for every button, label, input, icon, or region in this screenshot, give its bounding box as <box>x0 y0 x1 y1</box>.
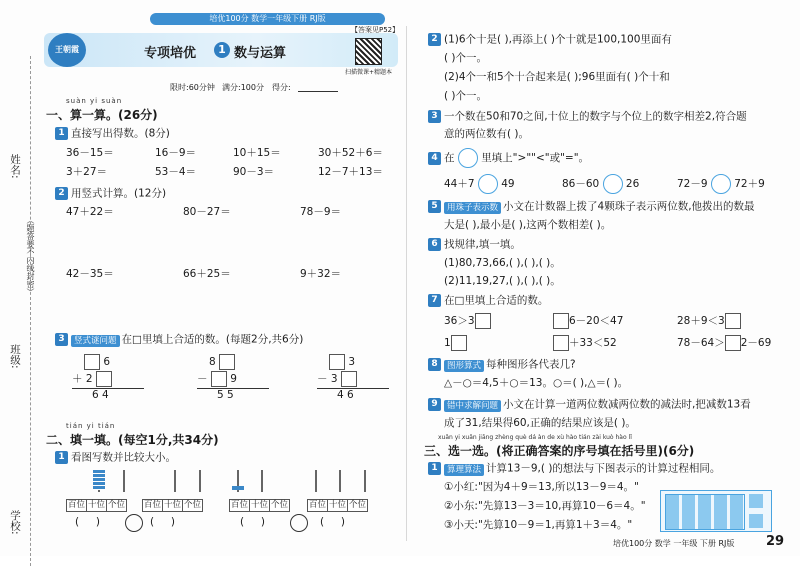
calc-item: 53－4＝ <box>155 166 197 178</box>
s2-title: 二、填一填。(每空1分,共34分) <box>46 433 219 447</box>
calc-item: 12－7＋13＝ <box>318 166 383 178</box>
unit-title: 数与运算 <box>234 46 287 61</box>
abacus-3: 百位 十位 个位 <box>229 492 289 512</box>
r-q10-a: 计算13－9,( )的想法与下图表示的计算过程相同。 <box>486 462 721 475</box>
ten-frame <box>665 494 745 530</box>
name-label: 姓名: <box>9 154 21 179</box>
q3-number: 3 <box>55 333 68 346</box>
meta-score: 满分:100分 <box>222 83 264 92</box>
answer-box[interactable] <box>725 313 741 329</box>
meta-time: 限时:60分钟 <box>170 83 215 92</box>
s1-q2-title: 用竖式计算。(12分) <box>71 187 167 200</box>
r-q3-line2: 意的两位数有( )。 <box>444 128 530 140</box>
counters-figure <box>660 490 772 532</box>
class-label: 班级: <box>9 344 21 369</box>
r-q2-line1: (1)6个十是( ),再添上( )个十就是100,100里面有 <box>444 33 672 46</box>
qr-caption: 扫描微课+精题本 <box>345 69 393 76</box>
brand-logo: 王朝霞 <box>48 33 86 67</box>
r-q2-line2: ( )个一。 <box>444 52 488 64</box>
compare-circle[interactable] <box>290 514 308 532</box>
r-q3-line1: 一个数在50和70之间,十位上的数字与个位上的数字相差2,符合题 <box>444 110 747 123</box>
answer-box[interactable] <box>329 354 345 370</box>
compare-circle-icon <box>458 148 478 168</box>
r-q4-a: 在 <box>444 152 455 164</box>
answer-box[interactable] <box>96 371 112 387</box>
meta-score-got: 得分: <box>272 83 291 92</box>
r-q8-b: △－○＝4,5＋○＝13。○＝( ),△＝( )。 <box>444 377 629 389</box>
q6-number: 6 <box>428 238 441 251</box>
vertical-calc-item: 47＋22＝ <box>66 206 114 218</box>
compare-circle[interactable] <box>478 174 498 194</box>
r-q10-o1: ①小红:"因为4＋9＝13,所以13－9＝4。" <box>444 481 639 493</box>
r-q5-line2: 大是( ),最小是( ),这两个数相差( )。 <box>444 219 612 231</box>
answer-box[interactable] <box>553 335 569 351</box>
q9-number: 9 <box>428 398 441 411</box>
compare-circle[interactable] <box>603 174 623 194</box>
unit-number: 1 <box>214 42 230 58</box>
r-q2-line4: ( )个一。 <box>444 90 488 102</box>
abacus-1: 百位 十位 个位 <box>66 492 126 512</box>
q7-number: 7 <box>428 294 441 307</box>
page-header <box>44 33 398 67</box>
calc-item: 36－15＝ <box>66 147 114 159</box>
q3-number: 3 <box>428 110 441 123</box>
cut-line <box>30 56 31 566</box>
r-q10-o3: ③小天:"先算10－9＝1,再算1＋3＝4。" <box>444 519 633 531</box>
r-q10-o2: ②小东:"先算13－3＝10,再算10－6＝4。" <box>444 500 646 512</box>
r-q8-a: 每种图形各代表几? <box>486 358 576 371</box>
calc-item: 90－3＝ <box>233 166 275 178</box>
answer-paren[interactable]: ( ) <box>150 516 175 528</box>
binding-strip <box>0 26 36 546</box>
workbook-page: 培优100分 数学一年级下册 RJ版 姓名: （题答要不内线封密） 班级: 学校: 王朝霞 专项培优 1 数与运算 【答案见P52】 扫描微课+精题本 限时:60分钟 满分:100分 得分: suàn yi suàn 一、算一算。(26分) 1 直接写出得数。(8分) 36－15＝ 16－9＝ 10＋15＝ 30＋52＋6＝ 3＋27＝ 53－4＝ 90－3＝ 12－7＋13＝ 2 用竖式计算。(12分) 47＋22＝ 80－27＝ 78－9＝ 42－35＝ 66＋25＝ 9＋32＝ 3 竖式谜问题 在□里填上合适的数。(每题2分,共6分) 6 ＋ 2 6 4 8 － 9 5 5 3 － 3 4 6 tián yi tián 二、填一填。(每空1分,共34分) 1 看图写数并比较大小。 百位 十位 个位 百位 十位 个位 百位 十位 个位 百位 十位 个位 ( ) ( ) ( ) ( ) 2 (1)6个十是( ),再添上( )个十就是100,100里面有 ( )个一。 (2)4个一和5个十合起来是( );96里面有( )个十和 ( )个一。 3 一个数在50和70之间,十位上的数字与个位上的数字相差2,符合题 意的两位数有( )。 4 在 里填上">""<"或"="。 44＋7 49 86－60 26 72－9 72＋9 5 用珠子表示数 小文在计数器上拨了4颗珠子表示两位数,他拨出的数最 大是( ),最小是( ),这两个数相差( )。 6 找规律,填一填。 (1)80,73,66,( ),( ),( )。 (2)11,19,27,( ),( ),( )。 7 在□里填上合适的数。 36＞3 6－20＜47 28＋9＜3 1 ＋33＜52 78－64＞ 2－69 8 图形算式 每种图形各代表几? △－○＝4,5＋○＝13。○＝( ),△＝( )。 9 错中求解问题 小文在计算一道两位数减两位数的减法时,把减数13看 成了31,结果得60,正确的结果应该是( )。 xuǎn yi xuǎn jiāng zhèng què dá àn de xù hào tián zài kuò hào lǐ 三、选一选。(将正确答案的序号填在括号里)(6分) 1 算理算法 计算13－9,( )的想法与下图表示的计算过程相同。 ①小红:"因为4＋9＝13,所以13－9＝4。" ②小东:"先算13－3＝10,再算10－6＝4。" ③小天:"先算10－9＝1,再算1＋3＝4。" 培优100分 数学 一年级 下册 RJ版 29 <box>0 0 800 556</box>
s2-pinyin: tián yi tián <box>66 422 116 430</box>
vertical-calc-item: 80－27＝ <box>183 206 231 218</box>
compare-circle[interactable] <box>125 514 143 532</box>
q1-number: 1 <box>55 127 68 140</box>
extra-counters <box>749 494 763 528</box>
q5-tag: 用珠子表示数 <box>444 202 501 214</box>
page-number: 29 <box>766 534 785 549</box>
q2-number: 2 <box>55 187 68 200</box>
answer-ref: 【答案见P52】 <box>351 26 400 34</box>
answer-box[interactable] <box>553 313 569 329</box>
s1-pinyin: suàn yi suàn <box>66 97 123 105</box>
vertical-puzzle-2: 8 － 9 5 5 <box>197 354 257 402</box>
r-q6-title: 找规律,填一填。 <box>444 238 521 251</box>
vertical-calc-item: 9＋32＝ <box>300 268 342 280</box>
s1-q3-text: 在□里填上合适的数。(每题2分,共6分) <box>121 333 304 346</box>
answer-paren[interactable]: ( ) <box>240 516 265 528</box>
s2-q1-number: 1 <box>55 451 68 464</box>
q10-tag: 算理算法 <box>444 464 484 476</box>
q9-tag: 错中求解问题 <box>444 400 501 412</box>
s3-pinyin: xuǎn yi xuǎn jiāng zhèng què dá àn de xù hào tián zài kuò hào lǐ <box>438 434 632 441</box>
score-blank <box>298 91 338 92</box>
q8-tag: 图形算式 <box>444 360 484 372</box>
calc-item: 3＋27＝ <box>66 166 108 178</box>
answer-box[interactable] <box>219 354 235 370</box>
compare-circle[interactable] <box>711 174 731 194</box>
vertical-calc-item: 78－9＝ <box>300 206 342 218</box>
vertical-puzzle-3: 3 － 3 4 6 <box>317 354 377 402</box>
header-title: 专项培优 <box>144 46 197 61</box>
answer-box[interactable] <box>725 335 741 351</box>
answer-paren[interactable]: ( ) <box>75 516 100 528</box>
r-q6-b: (2)11,19,27,( ),( ),( )。 <box>444 275 561 287</box>
abacus-2: 百位 十位 个位 <box>142 492 202 512</box>
school-label: 学校: <box>9 510 21 535</box>
q10-number: 1 <box>428 462 441 475</box>
s2-q1-title: 看图写数并比较大小。 <box>71 451 176 464</box>
r-q9-a: 小文在计算一道两位数减两位数的减法时,把减数13看 <box>503 398 751 411</box>
calc-item: 30＋52＋6＝ <box>318 147 383 159</box>
q8-number: 8 <box>428 358 441 371</box>
r-q5-line1: 小文在计数器上拨了4颗珠子表示两位数,他拨出的数最 <box>503 200 755 213</box>
seal-note: （题答要不内线封密） <box>26 216 35 296</box>
r-q7-title: 在□里填上合适的数。 <box>444 294 549 307</box>
r-q4-b: 里填上">""<"或"="。 <box>481 152 590 164</box>
qr-code-icon <box>355 38 382 65</box>
r-q6-a: (1)80,73,66,( ),( ),( )。 <box>444 257 561 269</box>
answer-box[interactable] <box>475 313 491 329</box>
footer-text: 培优100分 数学 一年级 下册 RJ版 <box>613 539 735 548</box>
q3-tag: 竖式谜问题 <box>71 335 120 347</box>
calc-item: 10＋15＝ <box>233 147 281 159</box>
answer-box[interactable] <box>211 371 227 387</box>
r-q9-b: 成了31,结果得60,正确的结果应该是( )。 <box>444 417 636 429</box>
q2-number: 2 <box>428 33 441 46</box>
s1-title: 一、算一算。(26分) <box>46 108 158 122</box>
column-divider <box>406 26 407 541</box>
calc-item: 16－9＝ <box>155 147 197 159</box>
r-q2-line3: (2)4个一和5个十合起来是( );96里面有( )个十和 <box>444 71 670 83</box>
answer-box[interactable] <box>84 354 100 370</box>
vertical-puzzle-1: 6 ＋ 2 6 4 <box>72 354 132 402</box>
s3-title: 三、选一选。(将正确答案的序号填在括号里)(6分) <box>424 444 695 458</box>
q4-number: 4 <box>428 152 441 165</box>
vertical-calc-item: 42－35＝ <box>66 268 114 280</box>
answer-box[interactable] <box>451 335 467 351</box>
answer-paren[interactable]: ( ) <box>320 516 345 528</box>
s1-q1-title: 直接写出得数。(8分) <box>71 127 170 140</box>
answer-box[interactable] <box>341 371 357 387</box>
q5-number: 5 <box>428 200 441 213</box>
top-band: 培优100分 数学一年级下册 RJ版 <box>150 13 385 25</box>
abacus-4: 百位 十位 个位 <box>307 492 367 512</box>
vertical-calc-item: 66＋25＝ <box>183 268 231 280</box>
